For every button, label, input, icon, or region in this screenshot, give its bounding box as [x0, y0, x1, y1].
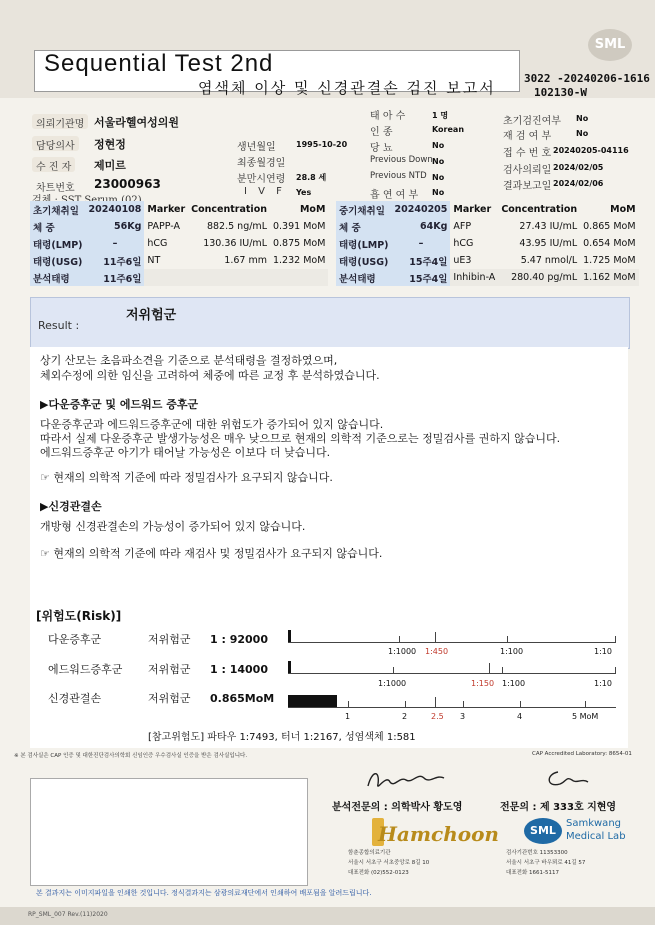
second-conc-header: Concentration — [501, 204, 578, 215]
prev-down-value: No — [432, 157, 445, 166]
prev-ntd-label: Previous NTD — [370, 171, 427, 181]
risk-edwards-level: 저위험군 — [148, 663, 191, 676]
risk-ntd-cutoff-tick — [435, 697, 436, 707]
marker-mom — [270, 269, 328, 286]
risk-down-tick — [507, 636, 508, 642]
tick-label: 1:10 — [594, 679, 612, 688]
specialist-label: 전문의 : 제 333호 지현영 — [500, 802, 617, 813]
risk-down-value: 1 : 92000 — [210, 633, 268, 646]
second-mom-header: MoM — [610, 204, 636, 215]
smoking-label: 흡 연 여 부 — [370, 190, 419, 201]
prev-ntd-value: No — [432, 173, 445, 182]
hamchoon-logo: Hamchoon — [378, 822, 499, 846]
marker-name: hCG — [147, 238, 168, 249]
table-row — [30, 235, 328, 252]
first-conc-header: Concentration — [191, 204, 267, 215]
note-box — [30, 778, 308, 886]
doctor-label: 담당의사 — [32, 136, 79, 151]
row-value: 15주4일 — [392, 252, 451, 269]
report-date-label: 결과보고일 — [503, 181, 552, 192]
marker-name: AFP — [453, 221, 472, 232]
risk-ntd-level: 저위험군 — [148, 692, 191, 705]
risk-ntd-tick — [585, 701, 586, 707]
form-code: RP_SML_007 Rev.(11)2020 — [28, 911, 108, 918]
patient-label: 수 진 자 — [32, 157, 75, 172]
result-label: Result : — [38, 319, 80, 332]
marker-name: hCG — [453, 238, 474, 249]
risk-ntd-tick — [463, 701, 464, 707]
age-label: 분만시연령 — [237, 174, 286, 185]
row-label: 분석태령 — [30, 269, 86, 286]
down-p2: 따라서 실제 다운증후군 발생가능성은 매우 낮으므로 현재의 의학적 기준으로는 정밀검사를 권하지 않습니다. — [40, 432, 561, 445]
first-marker-header: Marker — [147, 204, 186, 215]
row-value: – — [86, 235, 145, 252]
right-address-1: 검사기관번호 11353300 — [506, 850, 568, 856]
age-value: 28.8 세 — [296, 173, 327, 182]
tick-label: 3 — [460, 712, 466, 721]
fetus-value: 1 명 — [432, 111, 449, 120]
report-code-2: 102130-W — [534, 86, 587, 99]
row-value: 11주6일 — [86, 269, 145, 286]
race-label: 인 종 — [370, 127, 393, 138]
row-value: 15주4일 — [392, 269, 451, 286]
marker-name: NT — [147, 255, 161, 266]
marker-name: Inhibin-A — [450, 269, 498, 286]
patient-value: 제미르 — [94, 159, 126, 172]
left-address-3: 대표전화 (02)552-0123 — [348, 870, 409, 876]
result-box — [30, 297, 630, 349]
risk-ntd-tick — [348, 701, 349, 707]
risk-down-cutoff-tick — [435, 632, 436, 642]
tick-label-cutoff: 2.5 — [431, 712, 444, 721]
institution-value: 서울라헬여성의원 — [94, 116, 180, 129]
risk-down-level: 저위험군 — [148, 633, 191, 646]
right-address-2: 서울시 서초구 바우뫼로 41길 57 — [506, 860, 586, 866]
risk-edwards-tick — [615, 667, 616, 673]
marker-mom: 0.654 MoM — [583, 238, 636, 249]
marker-mom: 0.391 MoM — [272, 221, 326, 232]
tick-label: 5 MoM — [572, 712, 599, 721]
interp-p2: 체외수정에 의한 임신을 고려하여 체중에 따른 교정 후 분석하였습니다. — [40, 369, 380, 382]
risk-down-marker — [288, 630, 291, 642]
ntd-heading: ▶신경관결손 — [40, 500, 102, 513]
first-trimester-table — [30, 201, 328, 286]
second-marker-header: Marker — [453, 204, 492, 215]
second-date-label: 중기채취일 — [336, 201, 392, 218]
row-label: 분석태령 — [336, 269, 392, 286]
accession-label: 접 수 번 호 — [503, 148, 552, 159]
risk-edwards-tick — [393, 667, 394, 673]
left-address-2: 서울시 서초구 서초중앙로 8길 10 — [348, 860, 430, 866]
chart-label: 차트번호 — [36, 183, 75, 194]
table-row — [336, 269, 639, 286]
cap-notice: ※ 본 검사실은 CAP 인증 및 대한진단검사의학회 신임인증 우수검사실 인증을 받은 검사실입니다. — [14, 753, 248, 759]
first-check-value: No — [576, 114, 589, 123]
sml-footer-logo: SML — [524, 818, 562, 844]
tick-label: 1:100 — [502, 679, 526, 688]
risk-ntd-tick — [520, 701, 521, 707]
marker-name — [144, 269, 188, 286]
race-value: Korean — [432, 125, 465, 134]
table-row — [336, 218, 639, 235]
risk-down-scale — [288, 642, 616, 643]
prev-down-label: Previous Down — [370, 155, 433, 165]
second-date: 20240205 — [392, 201, 451, 218]
sml-name-1: Samkwang — [566, 818, 621, 829]
tick-label: 1:1000 — [378, 679, 407, 688]
risk-edwards-marker — [288, 661, 291, 673]
first-date-label: 초기채취일 — [30, 201, 86, 218]
recheck-label: 재 검 여 부 — [503, 131, 552, 142]
tick-label: 2 — [402, 712, 408, 721]
row-value: 11주6일 — [86, 252, 145, 269]
accession-value: 20240205-04116 — [553, 146, 629, 155]
row-label: 태령(LMP) — [336, 235, 392, 252]
marker-mom: 0.865 MoM — [583, 221, 636, 232]
report-code-1: 3022 -20240206-1616 — [524, 72, 650, 85]
marker-mom: 1.232 MoM — [272, 255, 326, 266]
risk-edwards-name: 에드워드증후군 — [48, 663, 123, 676]
first-mom-header: MoM — [299, 204, 326, 215]
table-row — [30, 218, 328, 235]
second-trimester-table — [336, 201, 639, 286]
down-heading: ▶다운증후군 및 에드워드 증후군 — [40, 398, 199, 411]
marker-conc: 1.67 mm — [224, 255, 267, 266]
specialist-signature — [540, 764, 600, 794]
analyst-label: 분석전문의 : 의학박사 황도영 — [332, 802, 463, 813]
row-label: 태령(USG) — [336, 252, 392, 269]
sml-logo: SML — [588, 29, 632, 61]
report-title: Sequential Test 2nd — [44, 50, 274, 77]
marker-mom: 1.725 MoM — [583, 255, 636, 266]
marker-name: PAPP-A — [147, 221, 180, 232]
risk-ntd-value: 0.865MoM — [210, 692, 275, 705]
row-label: 태령(LMP) — [30, 235, 86, 252]
risk-edwards-value: 1 : 14000 — [210, 663, 268, 676]
analyst-signature — [362, 764, 452, 796]
tick-label: 4 — [517, 712, 523, 721]
table-row — [336, 252, 639, 269]
marker-conc: 27.43 IU/mL — [519, 221, 578, 232]
sml-name-2: Medical Lab — [566, 831, 626, 842]
marker-conc — [188, 269, 270, 286]
marker-name: uE3 — [453, 255, 472, 266]
ivf-label: I V F — [244, 186, 286, 197]
risk-edwards-cutoff-tick — [489, 663, 490, 673]
down-p3: 에드워드증후군 아기가 태어날 가능성은 이보다 더 낮습니다. — [40, 446, 331, 459]
risk-down-tick — [399, 636, 400, 642]
risk-heading: [위험도(Risk)] — [36, 609, 122, 623]
first-date: 20240108 — [86, 201, 145, 218]
cap-number: CAP Accredited Laboratory: 8654-01 — [532, 751, 632, 757]
result-value: 저위험군 — [126, 308, 177, 323]
fetus-label: 태 아 수 — [370, 111, 406, 122]
doctor-value: 정현정 — [94, 138, 126, 151]
lmp-label: 최종월경일 — [237, 158, 286, 169]
marker-conc: 5.47 nmol/L — [520, 255, 578, 266]
smoking-value: No — [432, 188, 445, 197]
request-date-label: 검사의뢰일 — [503, 165, 552, 176]
tick-label-cutoff: 1:450 — [425, 647, 449, 656]
table-row — [336, 235, 639, 252]
birth-label: 생년월일 — [237, 142, 276, 153]
institution-label: 의뢰기관명 — [32, 114, 88, 129]
row-label: 체 중 — [336, 218, 392, 235]
row-label: 체 중 — [30, 218, 86, 235]
reference-risk: [참고위험도] 파타우 1:7493, 터너 1:2167, 성염색체 1:581 — [148, 732, 416, 743]
marker-conc: 280.40 pg/mL — [498, 269, 580, 286]
first-check-label: 초기검진여부 — [503, 116, 561, 127]
row-label: 태령(USG) — [30, 252, 86, 269]
marker-conc: 43.95 IU/mL — [519, 238, 578, 249]
marker-mom: 0.875 MoM — [272, 238, 326, 249]
interp-p1: 상기 산모는 초음파소견을 기준으로 분석태령을 결정하였으며, — [40, 354, 338, 367]
recheck-value: No — [576, 129, 589, 138]
risk-ntd-tick — [405, 701, 406, 707]
chart-value: 23000963 — [94, 177, 161, 191]
diabetes-value: No — [432, 141, 445, 150]
tick-label: 1 — [345, 712, 351, 721]
tick-label-cutoff: 1:150 — [471, 679, 495, 688]
risk-edwards-scale — [288, 673, 616, 674]
right-address-3: 대표전화 1661-5117 — [506, 870, 559, 876]
birth-value: 1995-10-20 — [296, 140, 348, 149]
table-row — [30, 269, 328, 286]
risk-ntd-scale — [288, 707, 616, 708]
marker-conc: 882.5 ng/mL — [206, 221, 267, 232]
marker-conc: 130.36 IU/mL — [203, 238, 267, 249]
down-note: ☞ 현재의 의학적 기준에 따라 정밀검사가 요구되지 않습니다. — [40, 471, 333, 484]
down-p1: 다운증후군과 에드워드증후군에 대한 위험도가 증가되어 있지 않습니다. — [40, 418, 384, 431]
row-value: – — [392, 235, 451, 252]
risk-ntd-bar — [288, 695, 337, 707]
ivf-value: Yes — [296, 188, 312, 197]
risk-ntd-name: 신경관결손 — [48, 692, 102, 705]
ntd-p1: 개방형 신경관결손의 가능성이 증가되어 있지 않습니다. — [40, 520, 306, 533]
row-value: 64Kg — [392, 218, 451, 235]
left-address-1: 함춘종합의료기관 — [348, 850, 391, 856]
risk-down-name: 다운증후군 — [48, 633, 102, 646]
print-notice: 본 결과지는 이미지파일을 인쇄한 것입니다. 정식결과지는 삼광의료재단에서 인쇄하여 배포됨을 알려드립니다. — [36, 889, 372, 897]
ntd-note: ☞ 현재의 의학적 기준에 따라 재검사 및 정밀검사가 요구되지 않습니다. — [40, 547, 383, 560]
table-row — [30, 252, 328, 269]
tick-label: 1:100 — [500, 647, 524, 656]
marker-mom: 1.162 MoM — [580, 269, 638, 286]
risk-down-tick — [615, 636, 616, 642]
row-value: 56Kg — [86, 218, 145, 235]
report-subtitle: 염색체 이상 및 신경관결손 검진 보고서 — [198, 79, 496, 97]
report-date-value: 2024/02/06 — [553, 179, 604, 188]
diabetes-label: 당 뇨 — [370, 143, 393, 154]
tick-label: 1:10 — [594, 647, 612, 656]
risk-edwards-tick — [502, 667, 503, 673]
request-date-value: 2024/02/05 — [553, 163, 604, 172]
tick-label: 1:1000 — [388, 647, 417, 656]
